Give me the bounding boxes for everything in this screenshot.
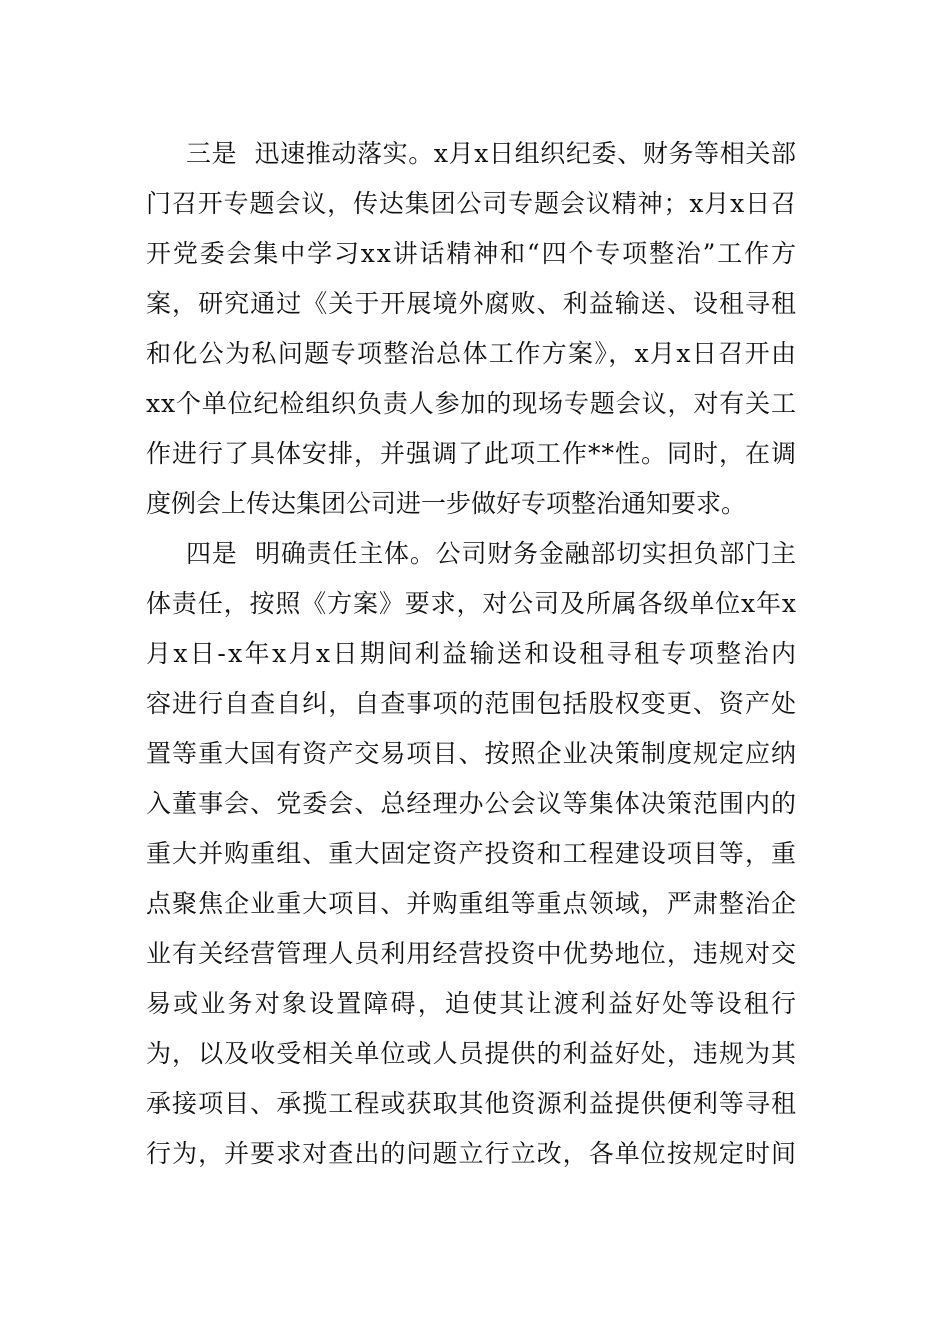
paragraph-3-line-6: xx个单位纪检组织负责人参加的现场专题会议，对有关工 — [146, 389, 797, 418]
paragraph-4-line-9: 业有关经营管理人员利用经营投资中优势地位，违规对交 — [146, 939, 798, 968]
paragraph-4-line-1: 四是 明确责任主体。公司财务金融部切实担负部门主 — [186, 539, 797, 568]
paragraph-3-line-7: 作进行了具体安排，并强调了此项工作**性。同时，在调 — [146, 439, 797, 468]
paragraph-3-line-5: 和化公为私问题专项整治总体工作方案》，x月x日召开由 — [146, 339, 798, 368]
paragraph-4-line-12: 承接项目、承揽工程或获取其他资源利益提供便利等寻租 — [146, 1089, 798, 1118]
paragraph-4-line-7: 重大并购重组、重大固定资产投资和工程建设项目等，重 — [146, 839, 798, 868]
paragraph-3-line-2: 门召开专题会议，传达集团公司专题会议精神；x月x日召 — [146, 189, 797, 218]
paragraph-4-line-4: 容进行自查自纠，自查事项的范围包括股权变更、资产处 — [146, 689, 798, 718]
paragraph-4-line-5: 置等重大国有资产交易项目、按照企业决策制度规定应纳 — [146, 739, 798, 768]
paragraph-4-line-2: 体责任，按照《方案》要求，对公司及所属各级单位x年x — [146, 589, 797, 618]
paragraph-4-line-6: 入董事会、党委会、总经理办公会议等集体决策范围内的 — [146, 789, 798, 818]
paragraph-3-line-1: 三是 迅速推动落实。x月x日组织纪委、财务等相关部 — [186, 139, 797, 168]
paragraph-3-line-8: 度例会上传达集团公司进一步做好专项整治通知要求。 — [146, 489, 747, 518]
paragraph-4-line-10: 易或业务对象设置障碍，迫使其让渡利益好处等设租行 — [146, 989, 799, 1018]
paragraph-4-line-8: 点聚焦企业重大项目、并购重组等重点领域，严肃整治企 — [146, 889, 798, 918]
paragraph-4-line-3: 月x日-x年x月x日期间利益输送和设租寻租专项整治内 — [146, 639, 799, 668]
paragraph-3-line-3: 开党委会集中学习xx讲话精神和“四个专项整治”工作方 — [146, 239, 798, 268]
paragraph-4-line-13: 行为，并要求对查出的问题立行立改，各单位按规定时间 — [146, 1139, 798, 1168]
paragraph-4-line-11: 为，以及收受相关单位或人员提供的利益好处，违规为其 — [146, 1039, 798, 1068]
paragraph-3-line-4: 案，研究通过《关于开展境外腐败、利益输送、设租寻租 — [146, 289, 798, 318]
